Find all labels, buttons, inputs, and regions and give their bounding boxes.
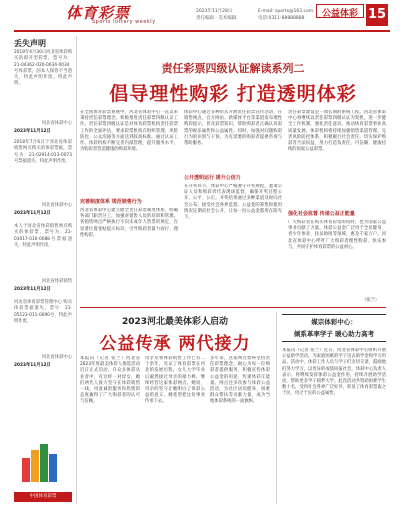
section-divider bbox=[80, 307, 386, 308]
sidebar-footer-banner: 中国体育彩票 bbox=[14, 492, 72, 502]
contact-phone: 电话:0311-88888888 bbox=[258, 16, 305, 21]
article2-headline: 公益传承 两代接力 bbox=[99, 334, 251, 354]
notice-signature: 河北省体彩中心 bbox=[41, 203, 72, 208]
notice-signature: 河北省体彩中心 bbox=[41, 355, 72, 360]
article3-column: 本报讯（记者 张兰）近日，河北省体彩中心组织开展公益助学活动，为家庭困难的学子送去助学金和学习用品。活动中，体彩工作人员与学子们亲切交谈，鼓励他们努力学习，以优异的成绩回报社会。体彩中心负责人表示，将继续发挥体彩公益金作用，持续开展助学活动，帮助更多学子圆梦大学。此次活动共资助困难学生数十名，受到社会各界广泛好评，彰显了体育彩票取之于民、用之于民的公益属性。 bbox=[282, 348, 386, 397]
newspaper-logo: 体育彩票 bbox=[66, 4, 131, 22]
notice-date: 2023年11月12日 bbox=[14, 363, 51, 368]
article1-column2b: 在开奖环节，体彩中心严格遵守开奖规程，邀请公证人员和购彩者代表现场监督，确保开奖过程公开、公平、公正。开奖结果通过多种渠道及时向社会公布，接受社会各界监督。公益金的筹集和使用情况定期向社会公开，让每一份公益金都用在阳光下。 bbox=[184, 184, 282, 221]
notice-text: 2018年7月6日于河北省体彩销售网点购买的体彩票据，票号为：21-02914-013-0073号票据遗失，特此声明作废。 bbox=[14, 140, 72, 164]
masthead bbox=[0, 0, 402, 34]
page-number: 15 bbox=[366, 4, 388, 26]
notice-text: 河北省体育彩票管理中心 购买体彩票据遗失，票号：21-05123-011-0090号，特此声明作废。 bbox=[14, 300, 72, 324]
article1-column2: 体彩中心通过多种形式开展责任彩票宣传活动，在销售网点、官方网站、新媒体平台等渠道发布理性购彩提示，普及彩票知识，帮助购彩者正确认识彩票的娱乐属性和公益属性。同时，加强对问题购彩行为的识别与干预，为有需要的购彩者提供咨询与帮助服务。 bbox=[184, 110, 282, 147]
article2-kicker: 2023河北最美体彩人启动 bbox=[121, 317, 229, 327]
contact-meta bbox=[258, 8, 313, 22]
section-name: 公益体彩 bbox=[321, 9, 358, 19]
article3-header bbox=[282, 314, 386, 342]
sidebar-notices bbox=[14, 36, 72, 504]
section-label bbox=[316, 4, 364, 18]
notice-text: 本人于河北省体彩销售网点购买的体彩票，票号为：21-03017-010-0088号票据遗失，特此声明作废。 bbox=[14, 224, 72, 248]
notice-text: 2019年4月30日河北省体彩购买的即开型彩票，票号为：21-04362-020-0034-0034号体彩票，因本人保管不当遗失，特此声明作废。特此声明。 bbox=[14, 50, 72, 87]
article1-column3: 责任彩票建设是一项长期的系统工程。河北省体彩中心将继续以责任彩票四级认证为契机，进一步健全工作机制，强化责任意识，推动体育彩票事业高质量发展。体彩机构将持续加强销售渠道管理，完善风险防控体系，积极履行社会责任，切实保护购彩者合法权益，努力打造负责任、可信赖、健康持续的国家公益彩票。 bbox=[288, 110, 386, 153]
article1-author: （张兰） bbox=[362, 298, 380, 303]
issue-meta bbox=[196, 8, 236, 22]
article1-subhead: 强化社会监督 传递公益正能量 bbox=[288, 211, 355, 217]
article2-column3: 多年来，这家网点始终坚持责任彩票理念，耐心为每一位购彩者提供服务，积极宣传体彩公益金的用途，传递体彩正能量。网点还多次参与体彩公益活动，为社区居员健身、困难群众帮扶等贡献力量，成为当地体彩系统的一面旗帜。 bbox=[210, 356, 270, 405]
notice-signature: 河北省体彩销售 bbox=[41, 279, 72, 284]
sidebar-title: 丢失声明 bbox=[14, 39, 46, 48]
contact-email: E-mail: sports@163.com bbox=[258, 9, 314, 14]
issue-date: 2023年11月28日 bbox=[196, 9, 233, 14]
article1-kicker: 责任彩票四级认证解读系列二 bbox=[161, 62, 305, 75]
article3-kicker: 媒宗体彩中心： bbox=[311, 318, 357, 326]
sidebar-divider bbox=[76, 36, 77, 504]
notice-date: 2023年11月12日 bbox=[14, 211, 51, 216]
notice-date: 2023年11月12日 bbox=[14, 287, 51, 292]
article1-column3b: 广大购彩者在购买体育彩票的同时，也为国家公益事业贡献了力量。体彩公益金广泛用于全民健身、青少年体育、扶贫助困等领域，惠及千家万户。河北省体彩中心呼吁广大购彩者理性购彩、快乐参与，共同守护体育彩票的公益初心。 bbox=[288, 220, 386, 250]
notice-signature: 河北省体彩中心 bbox=[41, 121, 72, 126]
article1-subhead: 公开透明运行 提升公信力 bbox=[184, 175, 241, 181]
article1-column1b: 河北省体彩中心建立健全责任彩票制度体系，明确各部门职责分工，加强对销售人员的培训和管理。各销售网点严格执行不向未成年人售票的规定，在显著位置张贴提示标识，引导购彩者量力而行、理性购彩。 bbox=[80, 208, 178, 238]
article1-headline: 倡导理性购彩 打造透明体彩 bbox=[109, 83, 357, 105]
article2-column1: 本报讯（记者 张兰）河北省2023年度最美体彩人推选活动近日正式启动。在众多体彩从业者中，有这样一对母女，她们两代人接力坚守在体彩销售一线，用真诚的服务和热情的态度赢得了广大购彩者的认可与信赖。 bbox=[80, 356, 140, 405]
lottery-logo-icon bbox=[22, 444, 58, 482]
masthead-rule bbox=[14, 30, 390, 32]
issue-editors: 责任编辑 · 美术编辑 bbox=[196, 16, 237, 21]
newspaper-subtitle: Sports lottery weekly bbox=[92, 19, 156, 25]
article3-headline: 倾系革率学子 暖心助力高考 bbox=[293, 330, 375, 338]
column-divider bbox=[276, 312, 277, 504]
article2-column2: 母亲从事体彩销售工作已有二十余年，见证了体育彩票在河北的发展历程。女儿大学毕业后毅然接过母亲的接力棒，继续经营这家体彩网点。她说，母亲的坚守让她明白了体彩公益的意义，她希望把这份事业传承下去。 bbox=[145, 356, 205, 405]
article1-subhead: 完善制度体系 规范销售行为 bbox=[80, 199, 142, 205]
notice-date: 2023年11月12日 bbox=[14, 129, 51, 134]
article1-column1: 在全国体育彩票系统中，河北省体彩中心一直以来秉持责任彩票理念，积极推进责任彩票四级认证工作。责任彩票四级认证是对体育彩票机构责任彩票工作的全面评估，要求彩票机构在组织管理、风险防控、公众沟通等方面达到较高标准。通过认证工作，体彩机构不断完善内部管理，提升服务水平，为购彩者营造健康的购彩环境。 bbox=[80, 110, 178, 153]
